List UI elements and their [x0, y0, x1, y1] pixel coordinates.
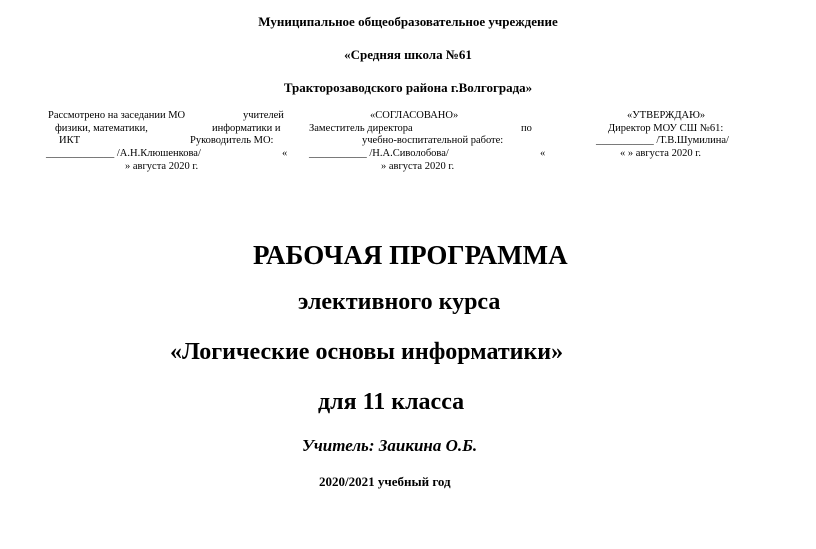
approval-center-line-4b: « — [540, 148, 546, 159]
approval-right-line-2: Директор МОУ СШ №61: — [608, 123, 724, 134]
approval-center-line-3: учебно-воспитательной работе: — [362, 135, 504, 146]
course-type: элективного курса — [298, 289, 501, 315]
approval-center-line-4a: ___________ /Н.А.Сиволобова/ — [309, 148, 449, 159]
approval-center-line-1: «СОГЛАСОВАНО» — [370, 110, 459, 121]
course-name: «Логические основы информатики» — [170, 339, 564, 365]
approval-left-line-5: » августа 2020 г. — [125, 161, 199, 172]
approval-center-line-2a: Заместитель директора — [309, 123, 413, 134]
academic-year: 2020/2021 учебный год — [319, 474, 451, 489]
approval-left-line-4a: _____________ /А.Н.Клюшенкова/ — [46, 148, 201, 159]
approval-center-line-2b: по — [521, 123, 532, 134]
institution-line-1: Муниципальное общеобразовательное учреждение — [258, 14, 558, 29]
approval-left-line-1b: учителей — [243, 110, 284, 121]
approval-right-line-4: « » августа 2020 г. — [620, 148, 701, 159]
approval-left-line-2b: информатики и — [212, 123, 281, 134]
approval-left-line-4b: « — [282, 148, 288, 159]
institution-line-2: «Средняя школа №61 — [344, 47, 472, 62]
approval-left-line-3b: Руководитель МО: — [190, 135, 274, 146]
approval-center-line-5: » августа 2020 г. — [381, 161, 455, 172]
institution-line-3: Тракторозаводского района г.Волгограда» — [283, 80, 533, 95]
approval-left-line-3a: ИКТ — [59, 135, 80, 146]
program-title: РАБОЧАЯ ПРОГРАММА — [253, 240, 568, 270]
approval-right-line-1: «УТВЕРЖДАЮ» — [627, 110, 706, 121]
teacher-name: Учитель: Заикина О.Б. — [302, 436, 478, 455]
grade-level: для 11 класса — [318, 389, 465, 415]
approval-left-line-2a: физики, математики, — [55, 123, 148, 134]
approval-right-line-3: ___________ /Т.В.Шумилина/ — [596, 135, 729, 146]
approval-left-line-1a: Рассмотрено на заседании МО — [48, 110, 186, 121]
